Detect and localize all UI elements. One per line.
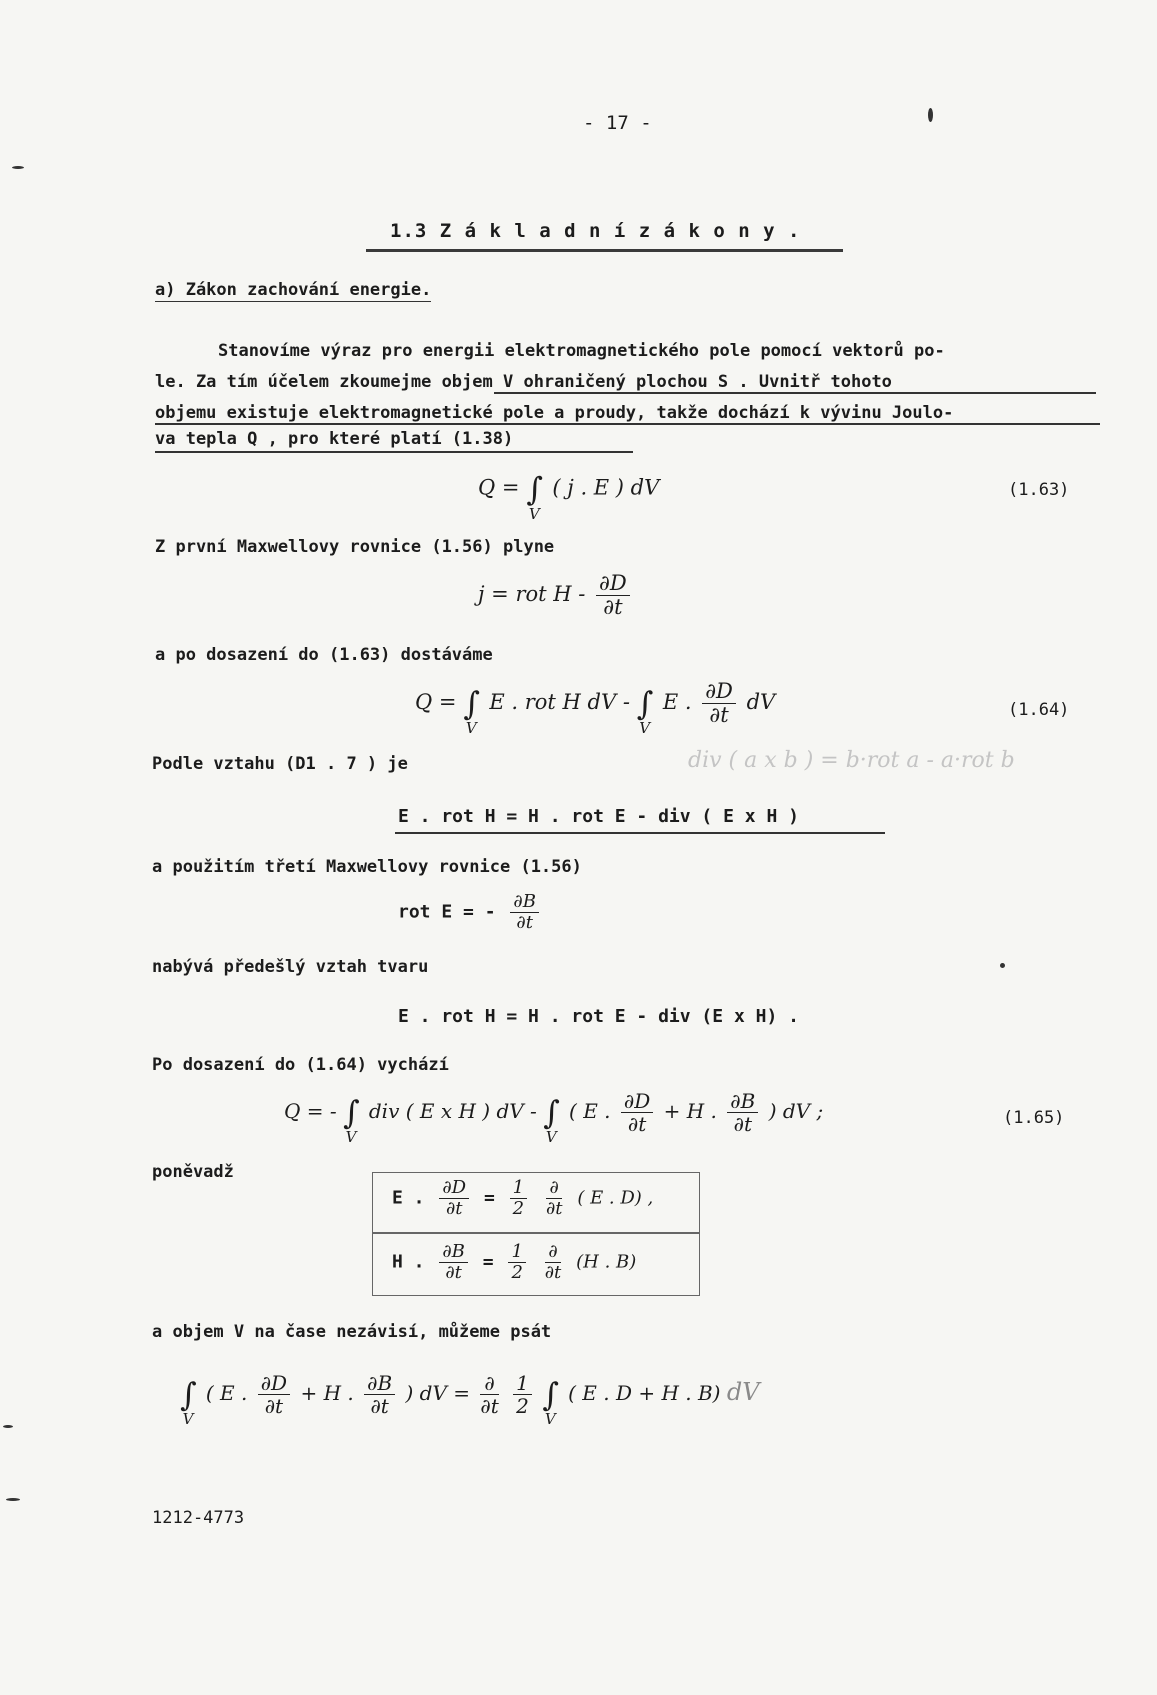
paragraph-line: le. Za tím účelem zkoumejme objem V ohraničený plochou S . Uvnitř tohoto (155, 372, 892, 392)
ink-speck (928, 108, 933, 122)
text-line: Po dosazení do (1.64) vychází (152, 1055, 449, 1075)
equation-vector-identity-2: E . rot H = H . rot E - div (E x H) . (398, 1006, 799, 1027)
equation-number: (1.64) (1008, 700, 1070, 720)
equation-final: $\int_V$ ( E . $\frac{\partial D}{\partial t}$ + H . $\frac{\partial B}{\partial t}$ ) dV = $\frac{\partial}{\partial t}$ $\frac{1}{2}$ $\int_V$ ( E . D + H . B) dV (180, 1371, 760, 1428)
underline (395, 832, 885, 834)
paragraph-line: va tepla Q , pro které platí (1.38) (155, 429, 514, 449)
footer-code: 1212-4773 (152, 1508, 245, 1528)
underline (155, 423, 1100, 425)
text-line: Z první Maxwellovy rovnice (1.56) plyne (155, 537, 555, 557)
text-line: a objem V na čase nezávisí, můžeme psát (152, 1322, 552, 1342)
paragraph-line: objemu existuje elektromagnetické pole a proudy, takže dochází k vývinu Joulo- (155, 403, 954, 423)
ink-speck (1000, 963, 1005, 968)
equation-faraday: rot E = - $\frac{\partial B}{\partial t}$ (398, 892, 543, 933)
box-equation-electric: E . $\frac{\partial D}{\partial t}$ = $\frac{1}{2}$ $\frac{\partial}{\partial t}$ ( E . D) , (392, 1177, 654, 1219)
box-divider (372, 1232, 700, 1234)
text-line: poněvadž (152, 1162, 234, 1182)
ink-speck (6, 1498, 20, 1501)
underline (494, 392, 1096, 394)
equation-current-density: j = rot H - $\frac{\partial D}{\partial t}$ (478, 572, 634, 619)
text-line: a po dosazení do (1.63) dostáváme (155, 645, 493, 665)
integral-sign: ∫ (526, 470, 543, 508)
equation-vector-identity: E . rot H = H . rot E - div ( E x H ) (398, 806, 799, 827)
equation-number: (1.63) (1008, 480, 1070, 500)
pencil-annotation: div ( a x b ) = b·rot a - a·rot b (688, 748, 1015, 773)
page-number: - 17 - (583, 112, 652, 134)
equation-1-65: Q = - $\int_V$ div ( E x H ) dV - $\int_V$ ( E . $\frac{\partial D}{\partial t}$ + H . $\frac{\partial B}{\partial t}$ ) dV ; (284, 1089, 824, 1146)
text-line: Podle vztahu (D1 . 7 ) je (152, 754, 408, 774)
underline (155, 451, 633, 453)
equation-1-63: $Q = \int_V$ ( j . E ) dV (478, 470, 660, 523)
text-line: nabývá předešlý vztah tvaru (152, 957, 429, 977)
subsection-heading: a) Zákon zachování energie. (155, 280, 432, 300)
section-heading: 1.3 Z á k l a d n í z á k o n y . (390, 220, 801, 242)
ink-speck (12, 166, 24, 169)
paragraph-line: Stanovíme výraz pro energii elektromagnetického pole pomocí vektorů po- (218, 341, 945, 361)
ink-speck (3, 1425, 13, 1428)
equation-number: (1.65) (1003, 1108, 1065, 1128)
equation-1-64: $Q = \int_V$ E . rot H dV - $\int_V$ E . $\frac{\partial D}{\partial t}$ dV (415, 679, 776, 738)
box-equation-magnetic: H . $\frac{\partial B}{\partial t}$ = $\frac{1}{2}$ $\frac{\partial}{\partial t}$ (H . B) (392, 1241, 637, 1283)
heading-underline (366, 249, 843, 252)
text-line: a použitím třetí Maxwellovy rovnice (1.56) (152, 857, 582, 877)
